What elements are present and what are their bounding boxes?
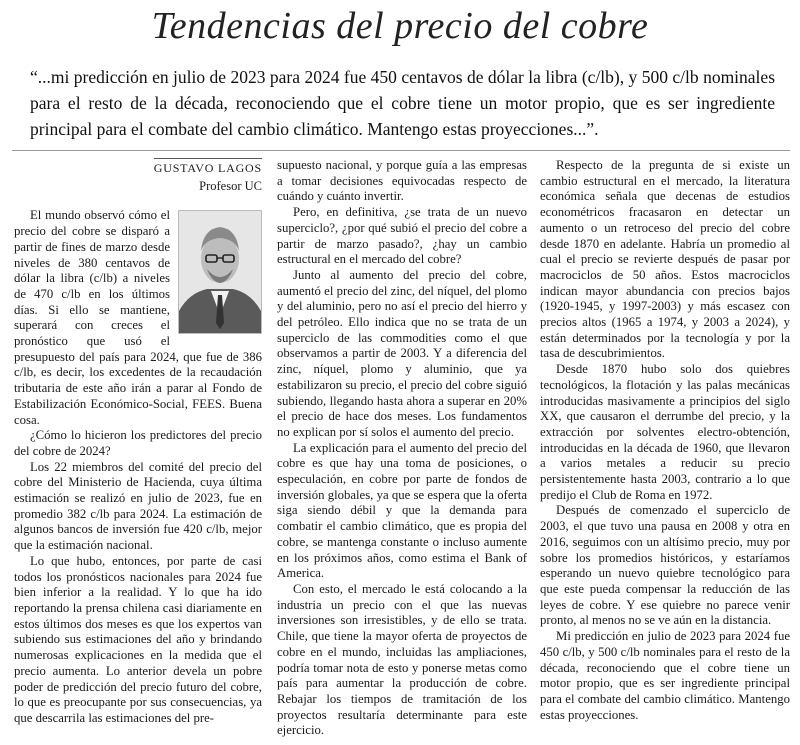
paragraph: ¿Cómo lo hicieron los predictores del precio del cobre de 2024? [14,428,262,458]
divider [12,150,790,151]
paragraph: Los 22 miembros del comité del precio del cobre del Ministerio de Hacienda, cuya última estimación se realizó en julio de 2023, fue en promedio 382 c/lb para 2024. La estimación de algunos bancos de inversión fue 420 c/lb, mejor que la estimación nacional. [14,459,262,553]
paragraph: Pero, en definitiva, ¿se trata de un nuevo superciclo?, ¿por qué subió el precio del cobre a partir de marzo pasado?, ¿hay un cambio estructural en el mercado del cobre? [277,205,527,267]
author-name: GUSTAVO LAGOS [154,158,262,177]
paragraph [14,208,262,428]
paragraph-text: El mundo observó cómo el precio del cobre se disparó a partir de fines de marzo desde niveles de 380 centavos de dólar la libra (c/lb) a niveles de 470 c/lb en los últimos días. Si ello se mantiene, superará con creces el pronóstico que usó el presupuesto del país para 2024, que fue de 386 c/lb, es decir, los excedentes de la recaudación tributaria de este año irán a parar al Fondo de Estabilización Económico-Social, FEES. Buena cosa. [14,208,262,427]
paragraph: Mi predicción en julio de 2023 para 2024 fue 450 c/lb, y 500 c/lb nominales para el resto de la década, reconociendo que el cobre tiene un motor propio, que es ser ingrediente principal para el combate del cambio climático. Mantengo estas proyecciones. [540,629,790,722]
column-1 [14,158,262,727]
paragraph: La explicación para el aumento del precio del cobre es que hay una toma de posiciones, o especulación, en cobre por parte de fondos de inversión globales, ya que se espera que la oferta siga siendo débil y que la demanda para combatir el cambio climático, que es propia del cobre, se mantenga constante o incluso aumente en los próximos años, como estima el Bank of America. [277,440,527,581]
paragraph: Con esto, el mercado le está colocando a la industria un precio con el que las nuevas inversiones son irresistibles, y de ello se trata. Chile, que tiene la mayor oferta de proyectos de cobre en el mundo, incluidas las ampliaciones, podría tomar nota de esto y ponerse metas como país para aumentar la producción de cobre. Rebajar los tiempos de tramitación de los proyectos resultaría determinante para este ejercicio. [277,581,527,738]
article-title: Tendencias del precio del cobre [151,5,649,47]
paragraph: Respecto de la pregunta de si existe un cambio estructural en el mercado, la literatura económica señala que decenas de estudios econométricos fracasaron en detectar un aumento o un retroceso del precio del cobre desde 1870 en adelante. Habría un promedio al cual el precio se revierte después de pasar por macrociclos de 50 años. Estos macrociclos indican mayor abundancia con precios bajos (1920-1945, y 1997-2003) y más escasez con precios altos (1965 a 1974, y 2003 a 2024), y están determinados por la tecnología y por la tasa de descubrimientos. [540,158,790,361]
paragraph: Después de comenzado el superciclo de 2003, el que tuvo una pausa en 2008 y otra en 2016, seguimos con un altísimo precio, muy por sobre los promedios históricos, y estaríamos esperando un nuevo quiebre tecnológico para que este pueda compensar la reducción de las leyes de cobre. Y ese quiebre no parece venir pronto, al menos no se ve aún en la distancia. [540,503,790,628]
byline [14,158,262,177]
portrait-image [179,211,261,333]
paragraph: Junto al aumento del precio del cobre, aumentó el precio del zinc, del níquel, del plomo y del aluminio, pero no así el precio del hierro y del petróleo. Ello indica que no se trata de un superciclo de las commodities como el que observamos a partir de 2003. Y a diferencia del zinc, níquel, plomo y aluminio, que ya estabilizaron su precio, el precio del cobre siguió subiendo, llegando hasta ahora a superar en 20% el precio de hace dos meses. Los fundamentos no explican por sí solos el aumento del precio. [277,267,527,439]
author-role: Profesor UC [199,178,262,193]
pull-quote: “...mi predicción en julio de 2023 para 2024 fue 450 centavos de dólar la libra (c/lb), y 500 c/lb nominales para el resto de la década, reconociendo que el cobre tiene un motor propio, que es ser ingrediente principal para el combate del cambio climático. Mantengo estas proyecciones...”. [30,67,775,139]
paragraph: Lo que hubo, entonces, por parte de casi todos los pronósticos nacionales para 2024 fue bien inferior a la realidad. Y lo que ha ido reportando la prensa chilena casi diariamente en estos últimos dos meses es que los expertos van subiendo sus estimaciones del año y brindando numerosas explicaciones en la medida que el precio aumenta. Lo anterior devela un pobre poder de predicción del precio futuro del cobre, lo que es preocupante por sus consecuencias, ya que descarrila las estimaciones del pre- [14,553,262,725]
column-3 [540,158,790,723]
paragraph: supuesto nacional, y porque guía a las empresas a tomar decisiones equivocadas respecto de cuándo y cuánto invertir. [277,158,527,204]
author-photo [178,210,262,334]
column-2 [277,158,527,739]
paragraph: Desde 1870 hubo solo dos quiebres tecnológicos, la flotación y las palas mecánicas introducidas masivamente a principios del siglo XX, que causaron el derrumbe del precio, y la extracción por solventes electro-obtención, introducidas en la década de 1960, que llevaron a varios metales a reducir su precio persistentemente hasta 2003, contrario a lo que predijo el Club de Roma en 1972. [540,362,790,502]
